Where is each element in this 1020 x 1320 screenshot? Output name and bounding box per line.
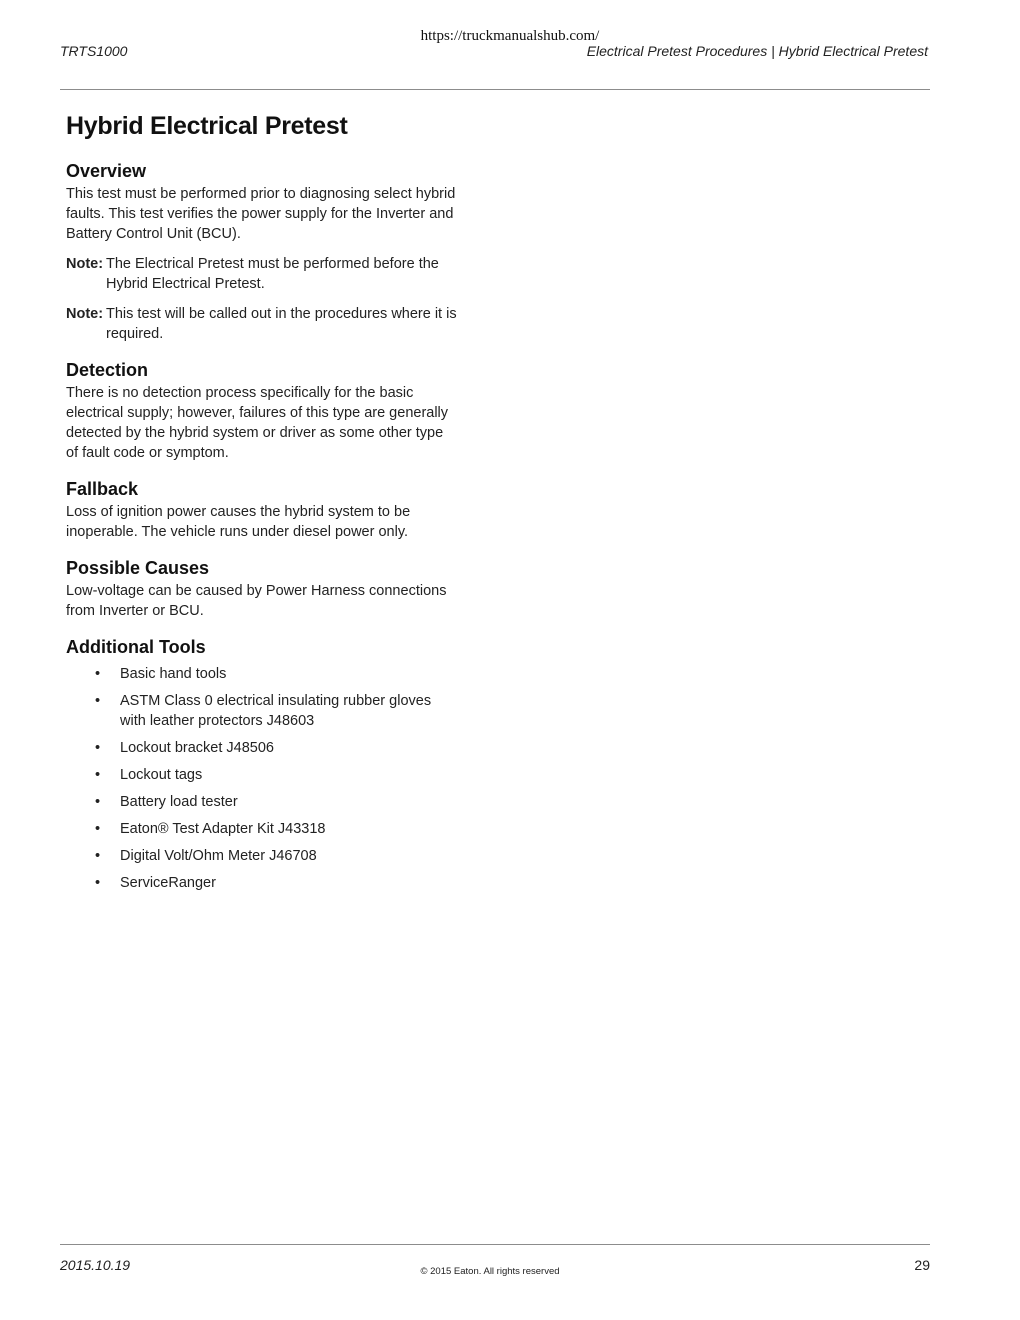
tool-label: Battery load tester bbox=[120, 794, 238, 810]
note-label: Note: bbox=[66, 256, 104, 272]
tool-label: Basic hand tools bbox=[120, 666, 227, 682]
list-item bbox=[66, 846, 458, 866]
document-code: TRTS1000 bbox=[60, 43, 128, 59]
list-item bbox=[66, 738, 458, 758]
list-item bbox=[66, 792, 458, 812]
bullet-icon: • bbox=[95, 848, 101, 864]
list-item bbox=[66, 691, 458, 731]
possible-causes-section bbox=[66, 558, 458, 621]
list-item bbox=[66, 664, 458, 684]
tool-label: Digital Volt/Ohm Meter J46708 bbox=[120, 848, 317, 864]
main-content bbox=[66, 112, 458, 909]
page-number: 29 bbox=[914, 1257, 930, 1273]
tool-label: Lockout bracket J48506 bbox=[120, 740, 274, 756]
footer-divider bbox=[60, 1244, 930, 1245]
note-text: This test will be called out in the procedures where it is required. bbox=[106, 306, 457, 342]
bullet-icon: • bbox=[95, 821, 101, 837]
list-item bbox=[66, 819, 458, 839]
detection-section bbox=[66, 360, 458, 463]
tool-label: Lockout tags bbox=[120, 767, 203, 783]
detection-text: There is no detection process specifically for the basic electrical supply; however, failures of this type are generally detected by the hybrid system or driver as some other type of fault code or symptom. bbox=[66, 385, 449, 461]
list-item bbox=[66, 765, 458, 785]
tool-label: ASTM Class 0 electrical insulating rubber gloves with leather protectors J48603 bbox=[120, 693, 432, 729]
section-breadcrumb: Electrical Pretest Procedures | Hybrid Electrical Pretest bbox=[586, 43, 928, 59]
bullet-icon: • bbox=[95, 740, 101, 756]
fallback-text: Loss of ignition power causes the hybrid system to be inoperable. The vehicle runs under diesel power only. bbox=[66, 504, 411, 540]
note-label: Note: bbox=[66, 306, 104, 322]
source-url: https://truckmanualshub.com/ bbox=[420, 28, 600, 44]
tool-label: ServiceRanger bbox=[120, 875, 216, 891]
fallback-section bbox=[66, 479, 458, 542]
possible-causes-heading: Possible Causes bbox=[66, 558, 210, 578]
additional-tools-heading: Additional Tools bbox=[66, 637, 206, 657]
bullet-icon: • bbox=[95, 875, 101, 891]
note-text: The Electrical Pretest must be performed before the Hybrid Electrical Pretest. bbox=[106, 256, 439, 292]
bullet-icon: • bbox=[95, 666, 101, 682]
tool-label: Eaton® Test Adapter Kit J43318 bbox=[120, 821, 326, 837]
page-title: Hybrid Electrical Pretest bbox=[66, 112, 348, 140]
bullet-icon: • bbox=[95, 693, 101, 709]
list-item bbox=[66, 873, 458, 893]
bullet-icon: • bbox=[95, 767, 101, 783]
detection-heading: Detection bbox=[66, 360, 149, 380]
fallback-heading: Fallback bbox=[66, 479, 139, 499]
overview-section bbox=[66, 161, 458, 344]
note-1 bbox=[66, 254, 458, 294]
tools-list bbox=[66, 664, 458, 893]
footer-copyright: © 2015 Eaton. All rights reserved bbox=[420, 1266, 560, 1277]
footer-date: 2015.10.19 bbox=[60, 1257, 131, 1273]
possible-causes-text: Low-voltage can be caused by Power Harness connections from Inverter or BCU. bbox=[66, 583, 447, 619]
note-2 bbox=[66, 304, 458, 344]
bullet-icon: • bbox=[95, 794, 101, 810]
overview-text: This test must be performed prior to diagnosing select hybrid faults. This test verifies the power supply for the Inverter and Battery Control Unit (BCU). bbox=[66, 186, 456, 242]
additional-tools-section bbox=[66, 637, 458, 893]
header-divider bbox=[60, 89, 930, 90]
overview-heading: Overview bbox=[66, 161, 147, 181]
